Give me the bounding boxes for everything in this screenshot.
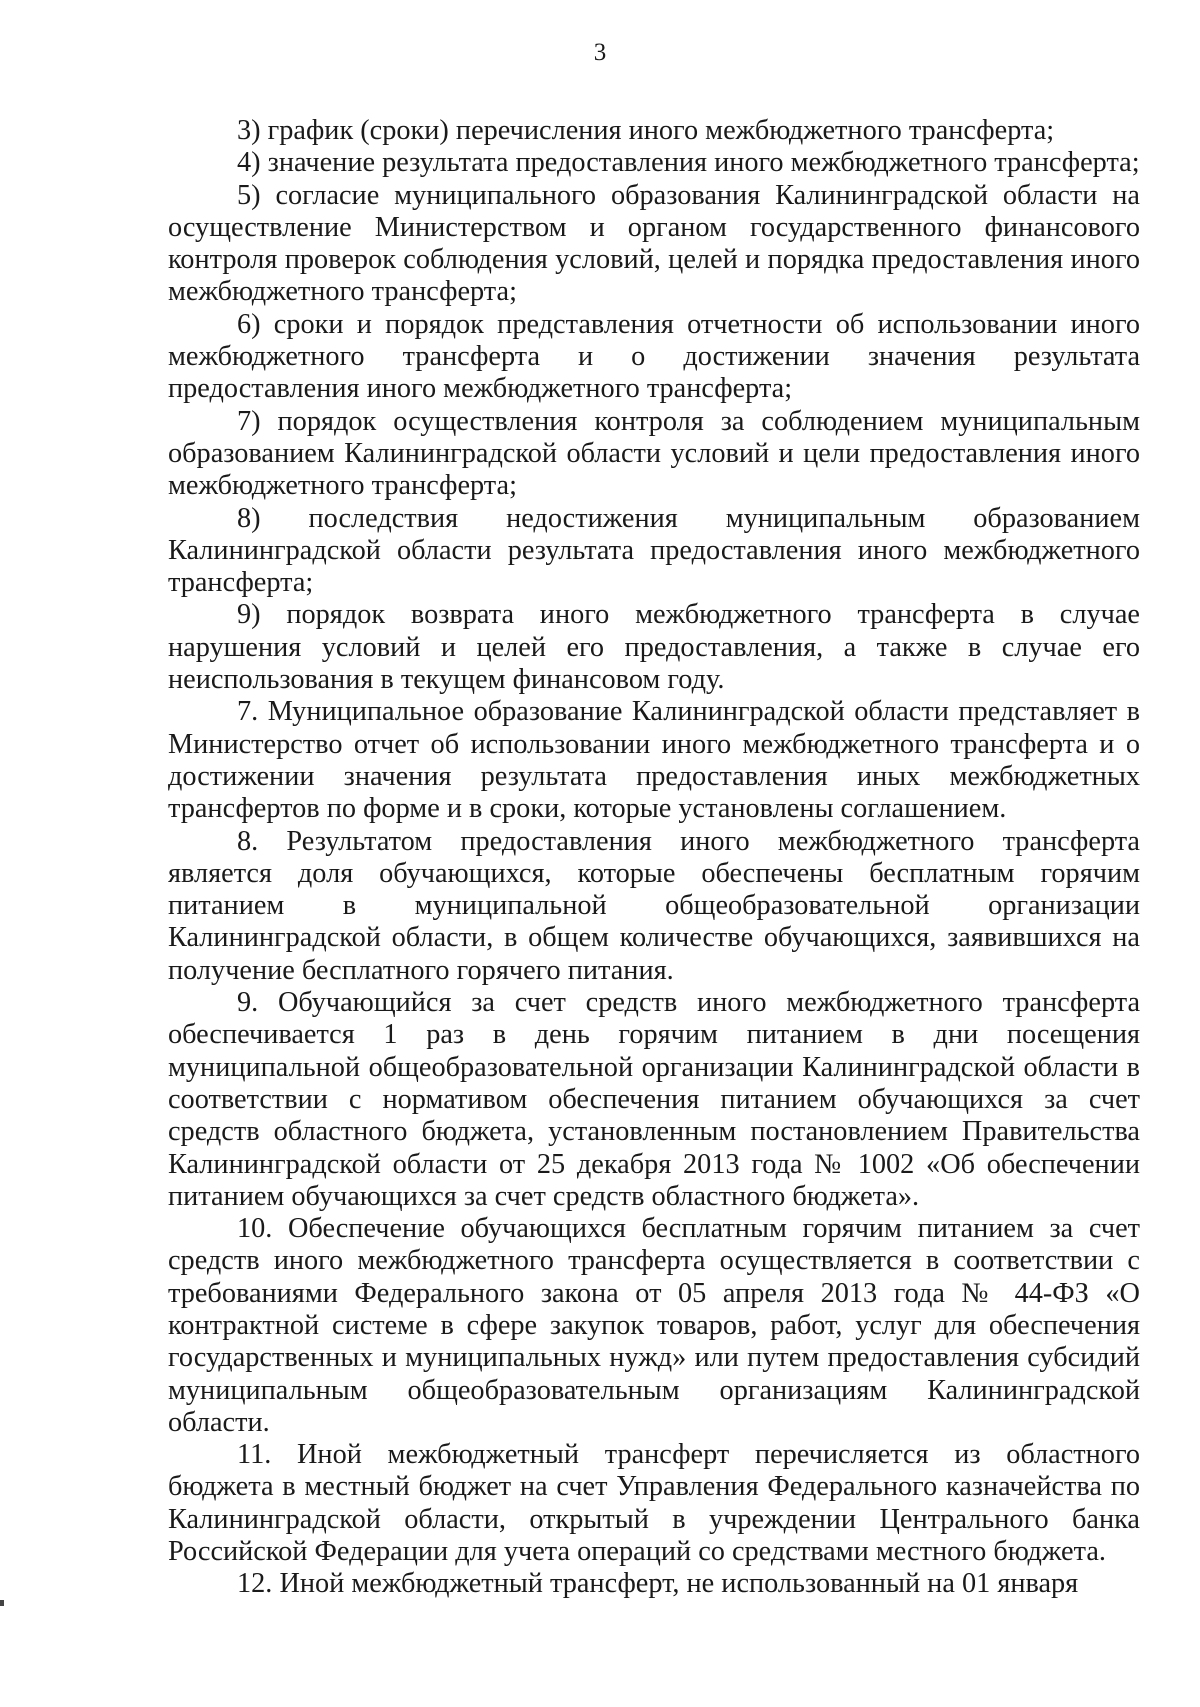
- scan-edge-mark: [0, 1600, 4, 1606]
- clause-11: 11. Иной межбюджетный трансферт перечисляется из областного бюджета в местный бюджет на счет Управления Федерального казначейства по Калининградской области, открытый в учреждении Центрального банка Российской Федерации для учета операций со средствами местного бюджета.: [168, 1439, 1140, 1568]
- clause-10: 10. Обеспечение обучающихся бесплатным горячим питанием за счет средств иного межбюджетного трансферта осуществляется в соответствии с требованиями Федерального закона от 05 апреля 2013 года № 44-ФЗ «О контрактной системе в сфере закупок товаров, работ, услуг для обеспечения государственных и муниципальных нужд» или путем предоставления субсидий муниципальным общеобразовательным организациям Калининградской области.: [168, 1213, 1140, 1438]
- clause-7: 7. Муниципальное образование Калининградской области представляет в Министерство отчет об использовании иного межбюджетного трансферта и о достижении значения результата предоставления иных межбюджетных трансфертов по форме и в сроки, которые установлены соглашением.: [168, 696, 1140, 825]
- list-item-7: 7) порядок осуществления контроля за соблюдением муниципальным образованием Калининградской области условий и цели предоставления иного межбюджетного трансферта;: [168, 405, 1140, 502]
- document-body: [168, 115, 1140, 1601]
- list-item-4: 4) значение результата предоставления иного межбюджетного трансферта;: [237, 147, 1140, 179]
- clause-12: 12. Иной межбюджетный трансферт, не использованный на 01 января: [237, 1568, 1079, 1600]
- list-item-6: 6) сроки и порядок представления отчетности об использовании иного межбюджетного трансферта и о достижении значения результата предоставления иного межбюджетного трансферта;: [168, 308, 1140, 405]
- clause-9: 9. Обучающийся за счет средств иного межбюджетного трансферта обеспечивается 1 раз в день горячим питанием в дни посещения муниципальной общеобразовательной организации Калининградской области в соответствии с нормативом обеспечения питанием обучающихся за счет средств областного бюджета, установленным постановлением Правительства Калининградской области от 25 декабря 2013 года № 1002 «Об обеспечении питанием обучающихся за счет средств областного бюджета».: [168, 987, 1140, 1212]
- list-item-3: 3) график (сроки) перечисления иного межбюджетного трансферта;: [237, 115, 1055, 146]
- list-item-5: 5) согласие муниципального образования Калининградской области на осуществление Министерством и органом государственного финансового контроля проверок соблюдения условий, целей и порядка предоставления иного межбюджетного трансферта;: [168, 179, 1140, 308]
- list-item-9: 9) порядок возврата иного межбюджетного трансферта в случае нарушения условий и целей его предоставления, а также в случае его неиспользования в текущем финансовом году.: [168, 599, 1140, 696]
- clause-8: 8. Результатом предоставления иного межбюджетного трансферта является доля обучающихся, которые обеспечены бесплатным горячим питанием в муниципальной общеобразовательной организации Калининградской области, в общем количестве обучающихся, заявившихся на получение бесплатного горячего питания.: [168, 825, 1140, 986]
- list-item-8: 8) последствия недостижения муниципальным образованием Калининградской области результата предоставления иного межбюджетного трансферта;: [168, 502, 1140, 599]
- page-number: 3: [593, 39, 607, 66]
